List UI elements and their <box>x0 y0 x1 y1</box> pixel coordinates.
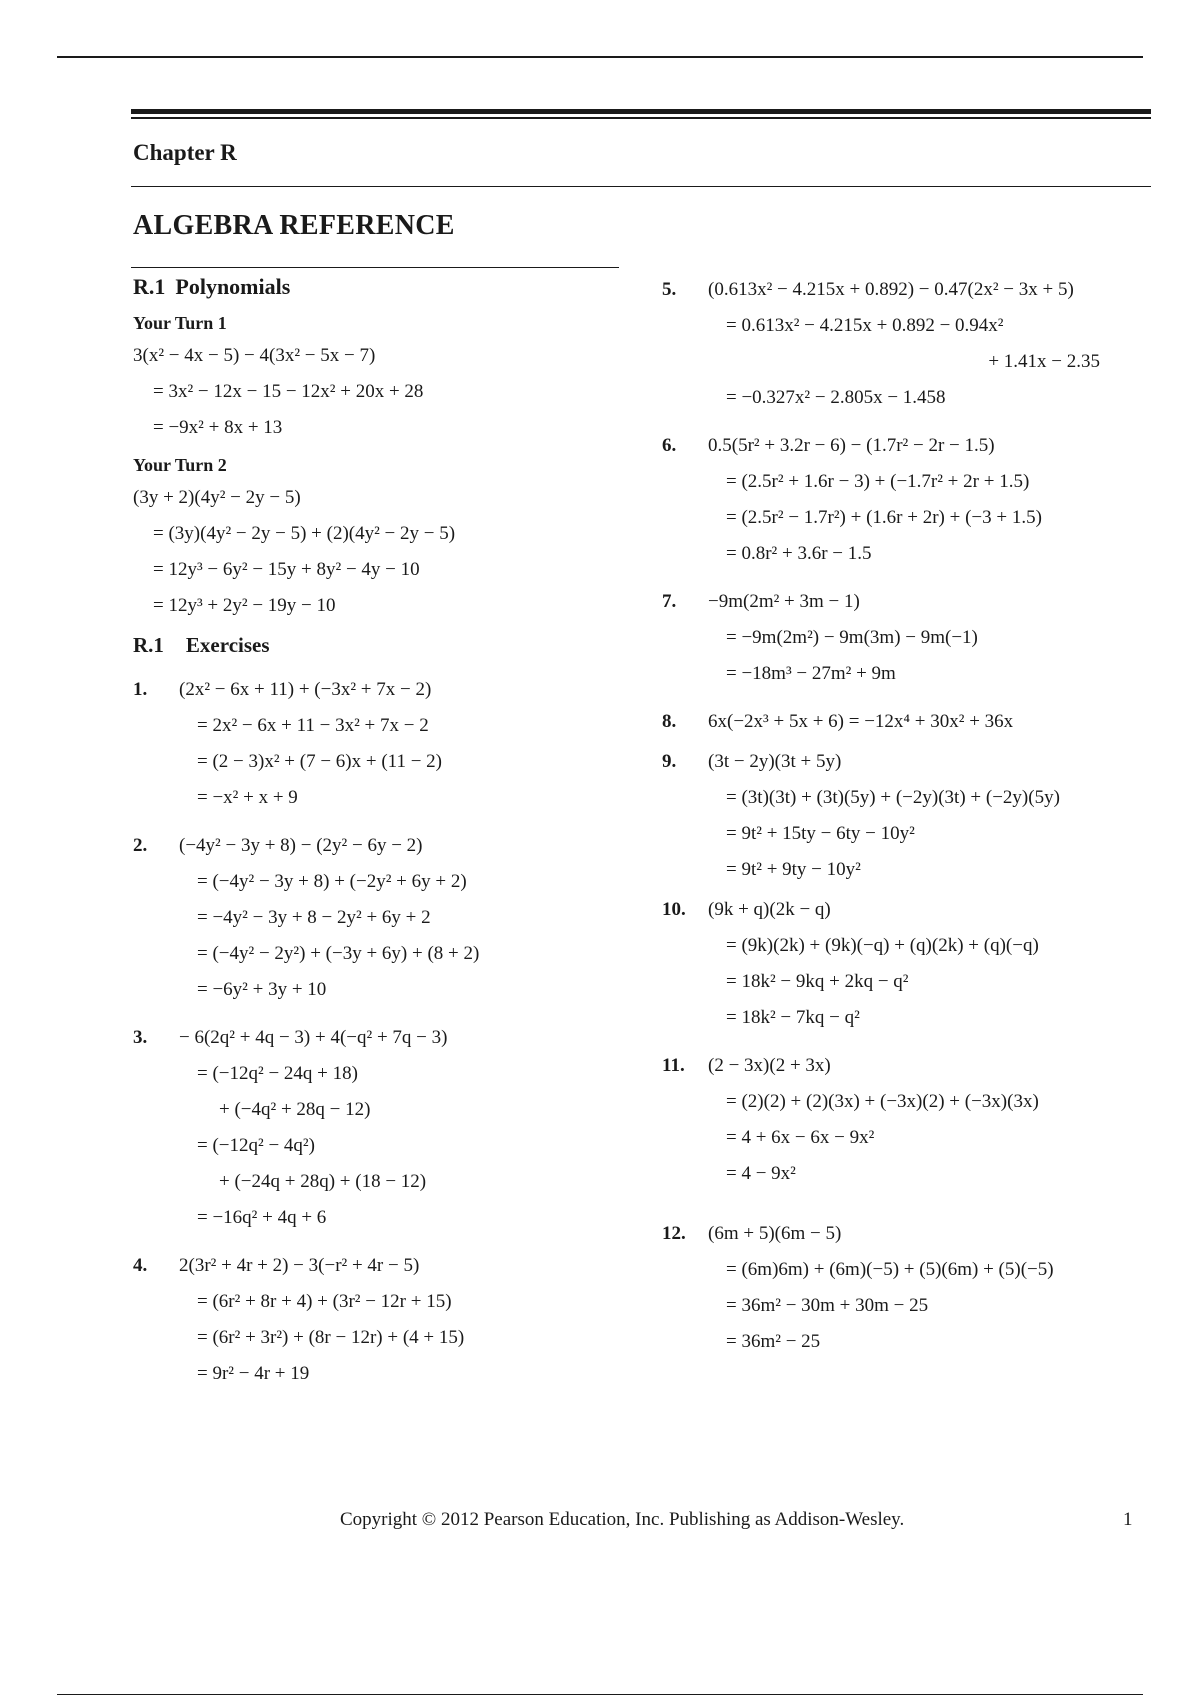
turn1-line: 3(x² − 4x − 5) − 4(3x² − 5x − 7) <box>133 345 376 366</box>
exercises-heading <box>133 630 633 660</box>
exercise-line: = (−12q² − 24q + 18) <box>197 1063 358 1084</box>
exercise-line: + 1.41x − 2.35 <box>988 351 1100 372</box>
exercise-line: = 0.8r² + 3.6r − 1.5 <box>726 543 872 564</box>
exercise-line: = (9k)(2k) + (9k)(−q) + (q)(2k) + (q)(−q) <box>726 935 1039 956</box>
section-rule <box>131 267 619 268</box>
exercise-number: 2. <box>133 835 148 856</box>
exercise-10 <box>662 892 1132 1036</box>
left-column <box>133 272 633 1392</box>
exercise-line: + (−4q² + 28q − 12) <box>219 1099 371 1120</box>
turn2-line: = 12y³ + 2y² − 19y − 10 <box>153 595 336 616</box>
turn2-line: = (3y)(4y² − 2y − 5) + (2)(4y² − 2y − 5) <box>153 523 456 544</box>
exercise-11 <box>662 1048 1132 1192</box>
exercise-line: (0.613x² − 4.215x + 0.892) − 0.47(2x² − 3x + 5) <box>708 279 1074 300</box>
exercise-line: = (−12q² − 4q²) <box>197 1135 315 1156</box>
chapter-underline <box>131 186 1151 187</box>
turn2-line: (3y + 2)(4y² − 2y − 5) <box>133 487 301 508</box>
turn1-line: = 3x² − 12x − 15 − 12x² + 20x + 28 <box>153 381 424 402</box>
exercise-line: 2(3r² + 4r + 2) − 3(−r² + 4r − 5) <box>179 1255 420 1276</box>
exercise-line: = −16q² + 4q + 6 <box>197 1207 327 1228</box>
chapter-thin-rule <box>131 117 1151 119</box>
exercise-line: = −0.327x² − 2.805x − 1.458 <box>726 387 946 408</box>
section-heading <box>133 272 633 302</box>
exercise-line: = 9t² + 15ty − 6ty − 10y² <box>726 823 915 844</box>
exercise-number: 9. <box>662 751 677 772</box>
page-number: 1 <box>1123 1509 1133 1530</box>
exercise-line: = −6y² + 3y + 10 <box>197 979 327 1000</box>
section-name: Polynomials <box>175 274 291 299</box>
your-turn-2-label: Your Turn 2 <box>133 455 227 475</box>
exercise-line: = (3t)(3t) + (3t)(5y) + (−2y)(3t) + (−2y)(5y) <box>726 787 1060 808</box>
exercise-number: 5. <box>662 279 677 300</box>
exercise-line: = (6m)6m) + (6m)(−5) + (5)(6m) + (5)(−5) <box>726 1259 1054 1280</box>
exercise-line: = (6r² + 8r + 4) + (3r² − 12r + 15) <box>197 1291 452 1312</box>
exercise-line: (3t − 2y)(3t + 5y) <box>708 751 842 772</box>
exercise-line: = (2)(2) + (2)(3x) + (−3x)(2) + (−3x)(3x) <box>726 1091 1039 1112</box>
exercise-line: (9k + q)(2k − q) <box>708 899 831 920</box>
exercise-line: = (−4y² − 3y + 8) + (−2y² + 6y + 2) <box>197 871 467 892</box>
exercise-line: 6x(−2x³ + 5x + 6) = −12x⁴ + 30x² + 36x <box>708 711 1014 732</box>
exercise-line: = 18k² − 9kq + 2kq − q² <box>726 971 909 992</box>
exercise-number: 12. <box>662 1223 686 1244</box>
exercise-line: = −x² + x + 9 <box>197 787 298 808</box>
exercise-line: = (−4y² − 2y²) + (−3y + 6y) + (8 + 2) <box>197 943 480 964</box>
exercise-3 <box>133 1020 633 1236</box>
exercise-line: = 4 + 6x − 6x − 9x² <box>726 1127 875 1148</box>
exercise-number: 10. <box>662 899 686 920</box>
exercises-name: Exercises <box>185 633 270 657</box>
exercise-line: − 6(2q² + 4q − 3) + 4(−q² + 7q − 3) <box>179 1027 448 1048</box>
exercise-line: = −4y² − 3y + 8 − 2y² + 6y + 2 <box>197 907 431 928</box>
chapter-label: Chapter R <box>133 140 237 165</box>
exercise-9 <box>662 744 1132 888</box>
exercise-line: = −9m(2m²) − 9m(3m) − 9m(−1) <box>726 627 978 648</box>
exercise-line: = 36m² − 25 <box>726 1331 821 1352</box>
page-title: ALGEBRA REFERENCE <box>133 210 455 241</box>
exercise-number: 1. <box>133 679 148 700</box>
exercise-number: 6. <box>662 435 677 456</box>
exercise-line: (6m + 5)(6m − 5) <box>708 1223 842 1244</box>
exercise-line: = 9t² + 9ty − 10y² <box>726 859 861 880</box>
exercise-line: (−4y² − 3y + 8) − (2y² − 6y − 2) <box>179 835 423 856</box>
bottom-page-rule <box>57 1694 1143 1695</box>
exercises-number: R.1 <box>133 633 164 657</box>
exercise-number: 8. <box>662 711 677 732</box>
right-column <box>662 272 1132 1360</box>
chapter-thick-rule <box>131 109 1151 114</box>
exercise-number: 4. <box>133 1255 148 1276</box>
exercise-line: = (6r² + 3r²) + (8r − 12r) + (4 + 15) <box>197 1327 465 1348</box>
exercise-line: = (2.5r² + 1.6r − 3) + (−1.7r² + 2r + 1.5) <box>726 471 1030 492</box>
exercise-line: + (−24q + 28q) + (18 − 12) <box>219 1171 427 1192</box>
exercise-line: = (2.5r² − 1.7r²) + (1.6r + 2r) + (−3 + 1.5) <box>726 507 1042 528</box>
exercise-number: 11. <box>662 1055 685 1076</box>
exercise-5 <box>662 272 1132 416</box>
exercise-line: (2 − 3x)(2 + 3x) <box>708 1055 831 1076</box>
turn2-line: = 12y³ − 6y² − 15y + 8y² − 4y − 10 <box>153 559 420 580</box>
exercise-line: (2x² − 6x + 11) + (−3x² + 7x − 2) <box>179 679 432 700</box>
exercise-line: = 36m² − 30m + 30m − 25 <box>726 1295 929 1316</box>
exercise-line: = 18k² − 7kq − q² <box>726 1007 860 1028</box>
exercise-7 <box>662 584 1132 692</box>
exercise-line: = (2 − 3)x² + (7 − 6)x + (11 − 2) <box>197 751 442 772</box>
top-page-rule <box>57 56 1143 58</box>
exercise-number: 3. <box>133 1027 148 1048</box>
exercise-line: 0.5(5r² + 3.2r − 6) − (1.7r² − 2r − 1.5) <box>708 435 995 456</box>
exercise-6 <box>662 428 1132 572</box>
exercise-line: = 0.613x² − 4.215x + 0.892 − 0.94x² <box>726 315 1004 336</box>
exercise-12 <box>662 1216 1132 1360</box>
exercise-line: = 9r² − 4r + 19 <box>197 1363 310 1384</box>
exercise-line: = 2x² − 6x + 11 − 3x² + 7x − 2 <box>197 715 429 736</box>
exercise-line: −9m(2m² + 3m − 1) <box>708 591 860 612</box>
exercise-8 <box>662 704 1132 740</box>
exercise-number: 7. <box>662 591 677 612</box>
exercise-line: = −18m³ − 27m² + 9m <box>726 663 896 684</box>
exercise-2 <box>133 828 633 1008</box>
your-turn-1-label: Your Turn 1 <box>133 313 227 333</box>
exercise-1 <box>133 672 633 816</box>
turn1-line: = −9x² + 8x + 13 <box>153 417 283 438</box>
exercise-line: = 4 − 9x² <box>726 1163 796 1184</box>
exercise-4 <box>133 1248 633 1392</box>
copyright-notice: Copyright © 2012 Pearson Education, Inc. Publishing as Addison-Wesley. <box>340 1509 905 1530</box>
section-number: R.1 <box>133 274 166 299</box>
